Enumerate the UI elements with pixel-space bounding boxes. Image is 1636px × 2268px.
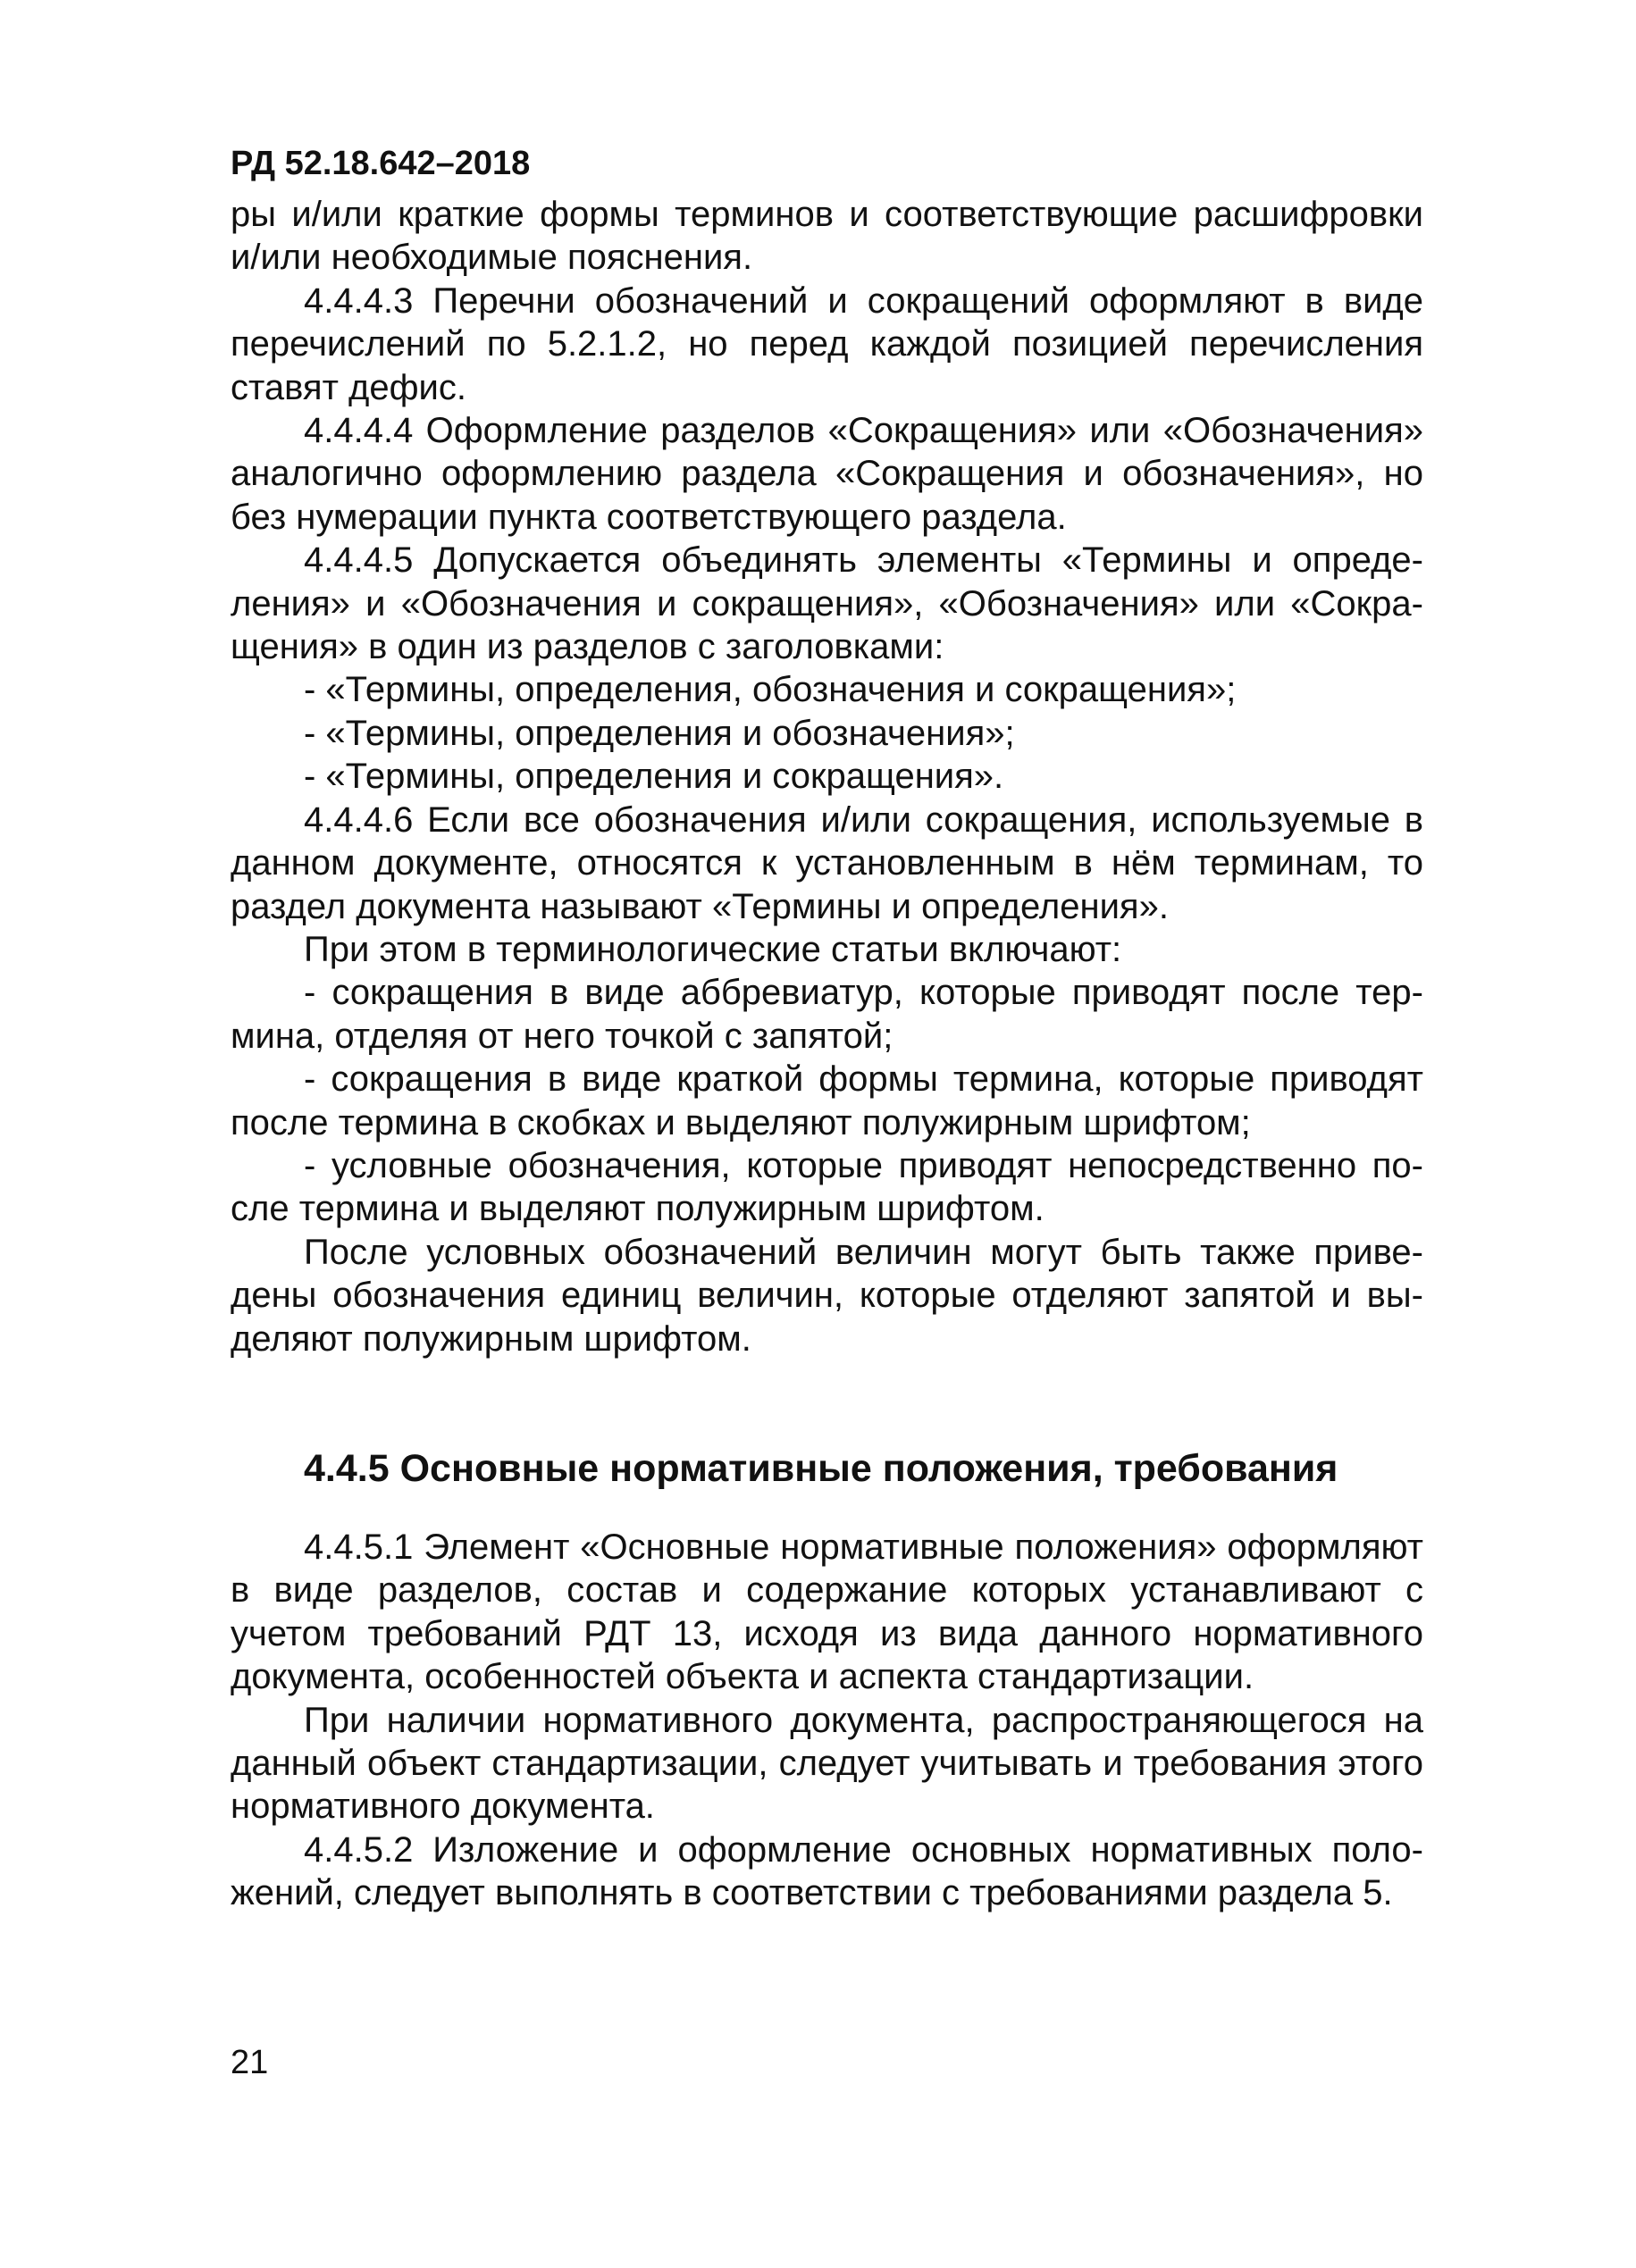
paragraph-4-4-4-5: 4.4.4.5 Допускается объединять элементы «Термины и определения» и «Обозначения и сокращения», «Обозначения» или «Сокращения» в один из разделов с заголовками: xyxy=(231,540,1423,667)
body-text-part1 xyxy=(231,193,1423,1360)
paragraph-4-4-4-4: 4.4.4.4 Оформление разделов «Сокращения» или «Обозначения» аналогично оформлению раздела «Сокращения и обозначения», но без нумерации пункта соответствующего раздела. xyxy=(231,411,1423,537)
list-item-short-forms: - сокращения в виде краткой формы термина, которые приводят после термина в скобках и выделяют полужирным шрифтом; xyxy=(231,1059,1423,1142)
list-item-terms-definitions-designations: - «Термины, определения и обозначения»; xyxy=(304,713,1015,753)
page-number: 21 xyxy=(231,2044,269,2081)
section-heading-4-4-5: 4.4.5 Основные нормативные положения, требования xyxy=(304,1447,1338,1490)
body-text-part2 xyxy=(231,1526,1423,1915)
paragraph-4-4-5-1: 4.4.5.1 Элемент «Основные нормативные положения» оформляют в виде разделов, состав и содержание которых устанавливают с учетом требований РДТ 13, исходя из вида данного нормативного документа, особенностей объекта и аспекта стандартизации. xyxy=(231,1527,1423,1697)
list-item-abbreviations: - сокращения в виде аббревиатур, которые приводят после термина, отделяя от него точкой с запятой; xyxy=(231,973,1423,1056)
list-item-symbols: - условные обозначения, которые приводят непосредственно после термина и выделяют полужирным шрифтом. xyxy=(231,1145,1423,1229)
paragraph-normative-document: При наличии нормативного документа, распространяющегося на данный объект стандартизации, следует учитывать и требования этого нормативного документа. xyxy=(231,1700,1423,1827)
list-item-terms-definitions-designations-abbreviations: - «Термины, определения, обозначения и сокращения»; xyxy=(304,670,1237,710)
paragraph-terminological-articles: При этом в терминологические статьи включают: xyxy=(304,929,1122,969)
list-item-terms-definitions-abbreviations: - «Термины, определения и сокращения». xyxy=(304,757,1004,797)
paragraph-4-4-5-2: 4.4.5.2 Изложение и оформление основных нормативных положений, следует выполнять в соответствии с требованиями раздела 5. xyxy=(231,1829,1423,1913)
paragraph-continuation: ры и/или краткие формы терминов и соответствующие расшифровки и/или необходимые пояснения. xyxy=(231,195,1423,278)
paragraph-units: После условных обозначений величин могут быть также приведены обозначения единиц величин, которые отделяют запятой и выделяют полужирным шрифтом. xyxy=(231,1232,1423,1359)
document-code-header: РД 52.18.642–2018 xyxy=(231,145,531,182)
paragraph-4-4-4-3: 4.4.4.3 Перечни обозначений и сокращений оформляют в виде перечислений по 5.2.1.2, но перед каждой позицией перечисления ставят дефис. xyxy=(231,280,1423,407)
paragraph-4-4-4-6: 4.4.4.6 Если все обозначения и/или сокращения, используемые в данном документе, относятся к установленным в нём терминам, то раздел документа называют «Термины и определения». xyxy=(231,799,1423,926)
